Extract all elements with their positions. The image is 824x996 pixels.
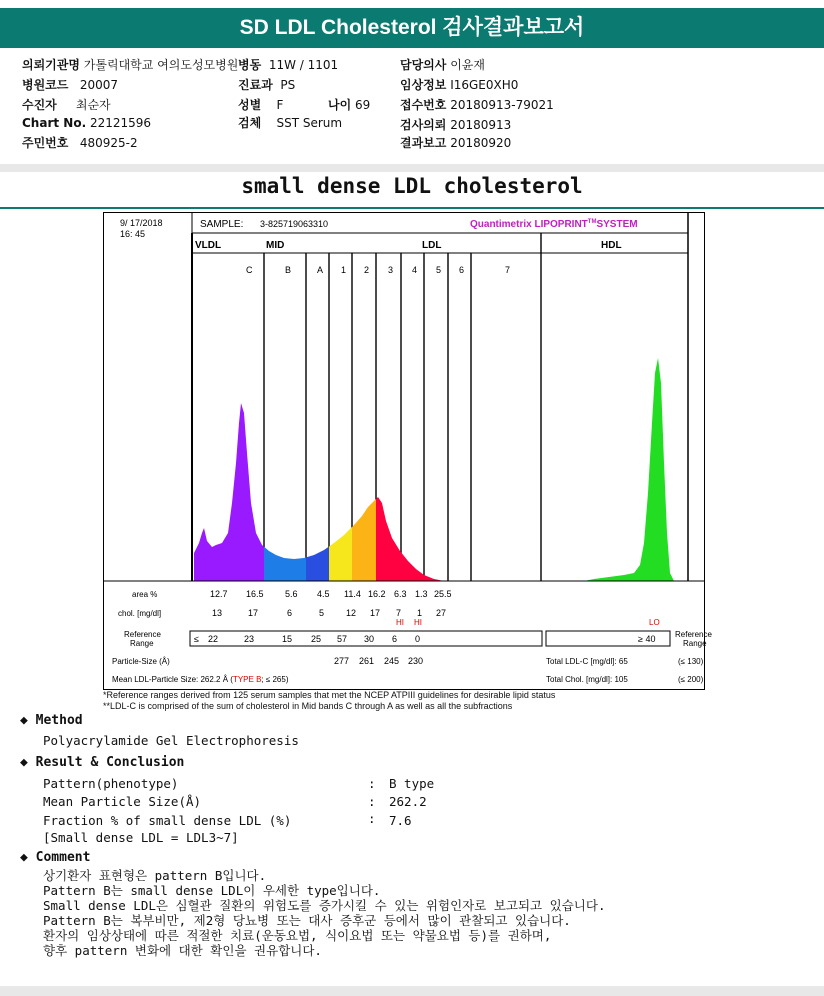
comment-line: Pattern B는 복부비만, 제2형 당뇨병 또는 대사 증후군 등에서 많이 관찰되고 있습니다. <box>43 913 571 928</box>
chol-value: 5 <box>319 608 325 618</box>
band-label-C: C <box>246 265 253 275</box>
footnote-2: **LDL-C is comprised of the sum of cholesterol in Mid bands C through A as well as all the subfractions <box>103 701 513 711</box>
result-key-1: Pattern(phenotype) <box>43 776 179 791</box>
value-hospital-code: 20007 <box>79 78 119 92</box>
value-ward: 11W / 1101 <box>268 58 339 72</box>
particle-size-label: Particle-Size (Å) <box>112 657 170 666</box>
area-value: 25.5 <box>434 589 452 599</box>
flag-hi: HI <box>414 618 422 627</box>
result-colon: : <box>368 811 376 826</box>
band-label-1: 1 <box>341 265 347 275</box>
area-value: 12.7 <box>210 589 228 599</box>
footnote-1: *Reference ranges derived from 125 serum samples that met the NCEP ATPIII guidelines for desirable lipid status <box>103 690 556 700</box>
area-value: 11.4 <box>344 589 361 599</box>
value-sex: F <box>276 98 284 112</box>
value-chart-no: 22121596 <box>89 116 152 130</box>
data-rows <box>194 589 660 666</box>
method-title: Method <box>35 713 83 728</box>
footer-bar <box>0 986 824 996</box>
label-receipt-no: 접수번호 <box>400 98 447 112</box>
result-section <box>20 755 184 770</box>
chol-value: 27 <box>436 608 447 618</box>
electrophoresis-fills <box>192 253 444 581</box>
band-label-2: 2 <box>364 265 370 275</box>
comment-text <box>43 868 605 958</box>
result-colon: : <box>368 776 376 791</box>
diamond-icon: ◆ <box>20 850 28 865</box>
value-request-date: 20180913 <box>450 118 512 132</box>
chol-value: 7 <box>396 608 402 618</box>
section-title: small dense LDL cholesterol <box>241 174 583 198</box>
area-value: 16.5 <box>246 589 264 599</box>
method-section <box>20 713 83 728</box>
group-hdl: HDL <box>601 240 622 251</box>
value-report-date: 20180920 <box>450 136 512 150</box>
label-department: 진료과 <box>238 78 273 92</box>
label-chart-no: Chart No. <box>22 116 87 130</box>
label-doctor: 담당의사 <box>400 58 447 72</box>
area-value: 1.3 <box>415 589 428 599</box>
label-specimen: 검체 <box>238 116 262 130</box>
result-note: [Small dense LDL = LDL3~7] <box>43 830 239 845</box>
comment-line: 환자의 임상상태에 따른 적절한 치료(운동요법, 식이요법 또는 약물요법 등)를 권하며, <box>43 928 552 943</box>
area-label: area % <box>132 590 158 599</box>
band-label-5: 5 <box>436 265 442 275</box>
mean-size-label: Mean LDL-Particle Size: 262.2 Å (TYPE B; ≤ 265) <box>112 675 289 684</box>
label-resident-no: 주민번호 <box>22 136 69 150</box>
comment-section <box>20 850 90 865</box>
diamond-icon: ◆ <box>20 713 28 728</box>
particle-size-value: 261 <box>359 656 375 666</box>
label-age: 나이 <box>328 98 352 112</box>
chol-value: 1 <box>417 608 423 618</box>
label-request-date: 검사의뢰 <box>400 118 447 132</box>
group-mid: MID <box>266 240 285 251</box>
sample-number: 3-825719063310 <box>260 219 329 229</box>
comment-line: Small dense LDL은 심혈관 질환의 위험도를 증가시킬 수 있는 위험인자로 보고되고 있습니다. <box>43 898 606 913</box>
band-lines <box>264 233 541 581</box>
chol-value: 17 <box>370 608 381 618</box>
particle-size-value: 245 <box>384 656 400 666</box>
band-label-B: B <box>285 265 292 275</box>
area-value: 6.3 <box>394 589 407 599</box>
brand-name: Quantimetrix LIPOPRINT™SYSTEM <box>470 219 638 230</box>
report-date: 9/ 17/2018 <box>120 218 163 228</box>
group-ldl: LDL <box>422 240 442 251</box>
ref-label-2: Range <box>130 639 154 648</box>
result-key-2: Mean Particle Size(Å) <box>43 794 202 809</box>
value-resident-no: 480925-2 <box>79 136 138 150</box>
diamond-icon: ◆ <box>20 755 28 770</box>
total-chol-range: (≤ 200) <box>678 675 704 684</box>
comment-title: Comment <box>35 850 91 865</box>
result-colon: : <box>368 794 376 809</box>
result-val-1: B type <box>389 776 435 791</box>
hdl-peak <box>584 358 674 581</box>
result-val-2: 262.2 <box>389 794 427 809</box>
divider-line <box>0 207 824 209</box>
ref-value: 25 <box>311 634 322 644</box>
flag-lo: LO <box>649 618 660 627</box>
comment-line: 향후 pattern 변화에 대한 확인을 권유합니다. <box>43 943 322 958</box>
area-value: 5.6 <box>285 589 298 599</box>
report-title: SD LDL Cholesterol 검사결과보고서 <box>239 16 585 39</box>
result-title: Result & Conclusion <box>35 755 185 770</box>
value-age: 69 <box>355 98 371 112</box>
value-institution: 가톨릭대학교 여의도성모병원 <box>83 58 239 72</box>
ref-value: 22 <box>208 634 219 644</box>
particle-size-value: 230 <box>408 656 424 666</box>
ref-right-1: Reference <box>675 630 712 639</box>
ref-value: 0 <box>415 634 421 644</box>
ref-value: 15 <box>282 634 293 644</box>
lipoprint-report <box>103 212 712 690</box>
label-institution: 의뢰기관명 <box>22 58 80 72</box>
fraction-fill <box>192 253 264 581</box>
particle-size-value: 277 <box>334 656 350 666</box>
chol-label: chol. [mg/dl] <box>118 609 162 618</box>
group-vldl: VLDL <box>195 240 222 251</box>
divider <box>0 164 824 172</box>
total-ldl-label: Total LDL-C [mg/dl]: 65 <box>546 657 628 666</box>
result-val-3: 7.6 <box>389 813 412 828</box>
ref-value: 57 <box>337 634 348 644</box>
chol-value: 6 <box>287 608 293 618</box>
ref-value: 30 <box>364 634 375 644</box>
fraction-fill <box>329 253 352 581</box>
fraction-fill <box>306 253 329 581</box>
sample-label: SAMPLE: <box>200 219 244 230</box>
band-label-6: 6 <box>459 265 465 275</box>
comment-line: Pattern B는 small dense LDL이 우세한 type입니다. <box>43 883 381 898</box>
area-value: 16.2 <box>368 589 386 599</box>
fraction-fill <box>376 253 444 581</box>
total-chol-label: Total Chol. [mg/dl]: 105 <box>546 675 628 684</box>
fraction-fill <box>264 253 306 581</box>
band-label-7: 7 <box>505 265 511 275</box>
ref-value: 6 <box>392 634 398 644</box>
label-ward: 병동 <box>238 58 262 72</box>
ref-value: 23 <box>244 634 255 644</box>
value-patient: 최순자 <box>75 98 111 112</box>
fraction-fill <box>352 253 376 581</box>
label-report-date: 결과보고 <box>400 136 447 150</box>
label-hospital-code: 병원코드 <box>22 78 69 92</box>
value-department: PS <box>280 78 296 92</box>
label-clinical-info: 임상정보 <box>400 78 447 92</box>
ref-right-2: Range <box>683 639 707 648</box>
ref-value: ≤ <box>194 634 199 644</box>
report-title-bar <box>0 8 824 48</box>
comment-line: 상기환자 표현형은 pattern B입니다. <box>43 868 267 883</box>
value-doctor: 이윤재 <box>450 58 485 72</box>
value-receipt-no: 20180913-79021 <box>450 98 554 112</box>
label-patient: 수진자 <box>22 98 57 112</box>
total-ldl-range: (≤ 130) <box>678 657 704 666</box>
chol-value: 12 <box>346 608 357 618</box>
band-label-A: A <box>317 265 324 275</box>
lipoprint-chart <box>104 213 712 689</box>
ref-label-1: Reference <box>124 630 161 639</box>
band-label-3: 3 <box>388 265 394 275</box>
method-text: Polyacrylamide Gel Electrophoresis <box>43 733 299 748</box>
label-sex: 성별 <box>238 98 262 112</box>
chol-value: 17 <box>248 608 259 618</box>
value-clinical-info: I16GE0XH0 <box>450 78 519 92</box>
band-label-4: 4 <box>412 265 418 275</box>
area-value: 4.5 <box>317 589 330 599</box>
result-key-3: Fraction % of small dense LDL (%) <box>43 813 292 828</box>
value-specimen: SST Serum <box>276 116 343 130</box>
report-time: 16: 45 <box>120 229 146 239</box>
flag-hi: HI <box>396 618 404 627</box>
ref-value: ≥ 40 <box>638 634 656 644</box>
chol-value: 13 <box>212 608 223 618</box>
